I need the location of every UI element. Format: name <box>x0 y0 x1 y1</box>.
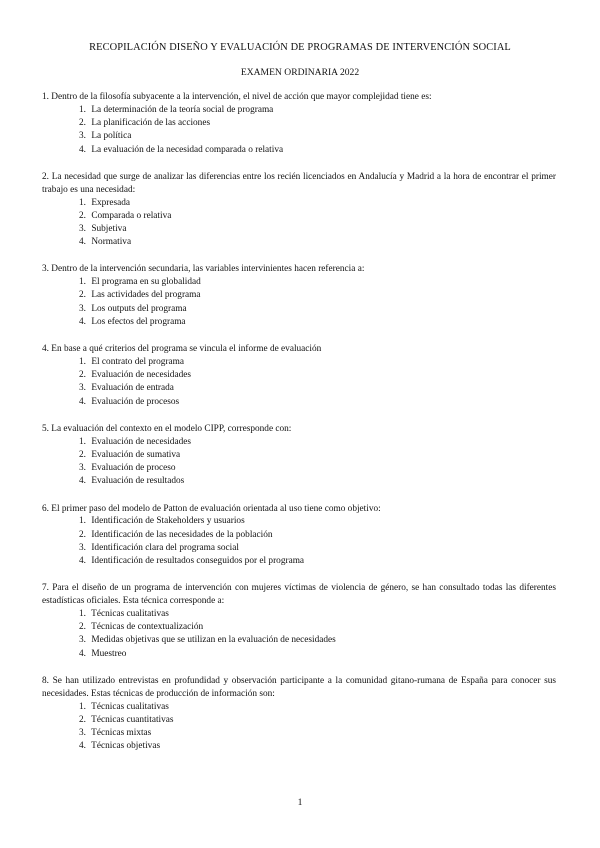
option <box>79 289 556 302</box>
option-text: Técnicas objetivas <box>91 741 161 752</box>
option-number: 4. <box>79 396 86 407</box>
option <box>79 303 556 316</box>
option-text: Las actividades del programa <box>91 290 201 301</box>
question-5 <box>42 423 556 489</box>
option-number: 1. <box>79 356 86 367</box>
option-number: 2. <box>79 622 86 633</box>
option <box>79 634 556 647</box>
option <box>79 316 556 329</box>
option-text: Normativa <box>91 237 132 248</box>
option-list <box>42 436 556 489</box>
option-text: Técnicas cualitativas <box>91 609 169 620</box>
option-number: 3. <box>79 131 86 142</box>
question-7 <box>42 582 556 661</box>
option <box>79 276 556 289</box>
option-list <box>42 608 556 661</box>
option <box>79 436 556 449</box>
option <box>79 104 556 117</box>
option-text: Comparada o relativa <box>91 210 172 221</box>
option-text: Técnicas mixtas <box>91 728 152 739</box>
option <box>79 396 556 409</box>
question-text: 6. El primer paso del modelo de Patton de evaluación orientada al uso tiene como objetivo: <box>42 503 381 514</box>
option-number: 2. <box>79 210 86 221</box>
option-number: 3. <box>79 635 86 646</box>
question-6 <box>42 503 556 569</box>
question-text: 8. Se han utilizado entrevistas en profundidad y observación participante a la comunidad gitano-rumana de España para conocer sus necesidades. Estas técnicas de producción de información son: <box>42 675 556 699</box>
option <box>79 144 556 157</box>
option-text: Evaluación de sumativa <box>91 449 181 460</box>
option <box>79 608 556 621</box>
option <box>79 356 556 369</box>
option <box>79 515 556 528</box>
option-list <box>42 276 556 329</box>
option-list <box>42 197 556 250</box>
option-number: 4. <box>79 648 86 659</box>
option-text: Identificación de Stakeholders y usuarios <box>91 516 245 527</box>
option <box>79 117 556 130</box>
option-number: 4. <box>79 556 86 567</box>
option <box>79 714 556 727</box>
option-text: La planificación de las acciones <box>91 118 211 129</box>
option <box>79 382 556 395</box>
option-text: Los efectos del programa <box>91 316 186 327</box>
option-number: 3. <box>79 383 86 394</box>
option-list <box>42 515 556 568</box>
option-number: 2. <box>79 714 86 725</box>
option-number: 4. <box>79 476 86 487</box>
option-text: Evaluación de necesidades <box>91 370 191 381</box>
option-number: 1. <box>79 609 86 620</box>
page-number: 1 <box>297 797 303 808</box>
option <box>79 462 556 475</box>
question-text: 3. Dentro de la intervención secundaria, las variables intervinientes hacen referencia a: <box>42 264 365 275</box>
option-text: Evaluación de entrada <box>91 383 174 394</box>
option-text: Evaluación de proceso <box>91 463 176 474</box>
option <box>79 648 556 661</box>
question-text: 7. Para el diseño de un programa de intervención con mujeres víctimas de violencia de género, se han consultado todas las diferentes estadísticas oficiales. Esta técnica corresponde a: <box>42 583 556 607</box>
option-text: Expresada <box>91 197 131 208</box>
question-text: 1. Dentro de la filosofía subyacente a la intervención, el nivel de acción que mayor complejidad tiene es: <box>42 92 432 102</box>
option <box>79 197 556 210</box>
option-number: 1. <box>79 516 86 527</box>
option-number: 1. <box>79 436 86 447</box>
option-text: El programa en su globalidad <box>91 277 201 288</box>
option-text: Técnicas de contextualización <box>91 622 204 633</box>
option <box>79 555 556 568</box>
option-number: 3. <box>79 542 86 553</box>
option-number: 3. <box>79 463 86 474</box>
option <box>79 130 556 143</box>
option <box>79 449 556 462</box>
option <box>79 223 556 236</box>
question-text: 5. La evaluación del contexto en el modelo CIPP, corresponde con: <box>42 423 292 434</box>
option-text: Evaluación de resultados <box>91 476 185 487</box>
option <box>79 740 556 753</box>
option <box>79 210 556 223</box>
option-list <box>42 356 556 409</box>
option-text: El contrato del programa <box>91 356 185 367</box>
option-number: 1. <box>79 104 86 115</box>
option-text: Evaluación de necesidades <box>91 436 191 447</box>
option-text: Identificación de resultados conseguidos por el programa <box>91 556 305 567</box>
option-text: Técnicas cuantitativas <box>91 714 174 725</box>
question-text: 4. En base a qué criterios del programa se vincula el informe de evaluación <box>42 344 322 355</box>
option-text: Subjetiva <box>91 223 127 234</box>
option-text: Identificación de las necesidades de la población <box>91 529 273 540</box>
option-number: 2. <box>79 290 86 301</box>
option-number: 1. <box>79 197 86 208</box>
option-number: 2. <box>79 118 86 129</box>
option-text: Técnicas cualitativas <box>91 701 169 712</box>
option <box>79 369 556 382</box>
option-text: La política <box>91 131 132 142</box>
option <box>79 542 556 555</box>
question-4 <box>42 343 556 409</box>
question-list <box>42 91 556 767</box>
option-number: 4. <box>79 741 86 752</box>
option-number: 1. <box>79 277 86 288</box>
question-8 <box>42 675 556 754</box>
question-1 <box>42 91 556 157</box>
option-text: Identificación clara del programa social <box>91 542 239 553</box>
option-number: 1. <box>79 701 86 712</box>
document-title: RECOPILACIÓN DISEÑO Y EVALUACIÓN DE PROGRAMAS DE INTERVENCIÓN SOCIAL <box>89 42 511 53</box>
option-number: 3. <box>79 728 86 739</box>
option <box>79 529 556 542</box>
option-number: 4. <box>79 237 86 248</box>
option-text: Los outputs del programa <box>91 303 187 314</box>
option-number: 2. <box>79 449 86 460</box>
option-text: La determinación de la teoría social de programa <box>91 104 274 115</box>
exam-subtitle: EXAMEN ORDINARIA 2022 <box>240 67 360 78</box>
option-number: 2. <box>79 529 86 540</box>
option-number: 3. <box>79 223 86 234</box>
option-number: 4. <box>79 316 86 327</box>
question-text: 2. La necesidad que surge de analizar las diferencias entre los recién licenciados en Andalucía y Madrid a la hora de encontrar el primer trabajo es una necesidad: <box>42 171 556 195</box>
option-number: 3. <box>79 303 86 314</box>
question-3 <box>42 263 556 329</box>
option-list <box>42 104 556 157</box>
question-2 <box>42 171 556 250</box>
option <box>79 236 556 249</box>
option-list <box>42 701 556 754</box>
option-number: 2. <box>79 370 86 381</box>
option <box>79 727 556 740</box>
option <box>79 475 556 488</box>
option-number: 4. <box>79 144 86 155</box>
option-text: Medidas objetivas que se utilizan en la evaluación de necesidades <box>91 635 336 646</box>
option <box>79 701 556 714</box>
option-text: Evaluación de procesos <box>91 396 180 407</box>
option <box>79 621 556 634</box>
option-text: La evaluación de la necesidad comparada o relativa <box>91 144 284 155</box>
option-text: Muestreo <box>91 648 127 659</box>
